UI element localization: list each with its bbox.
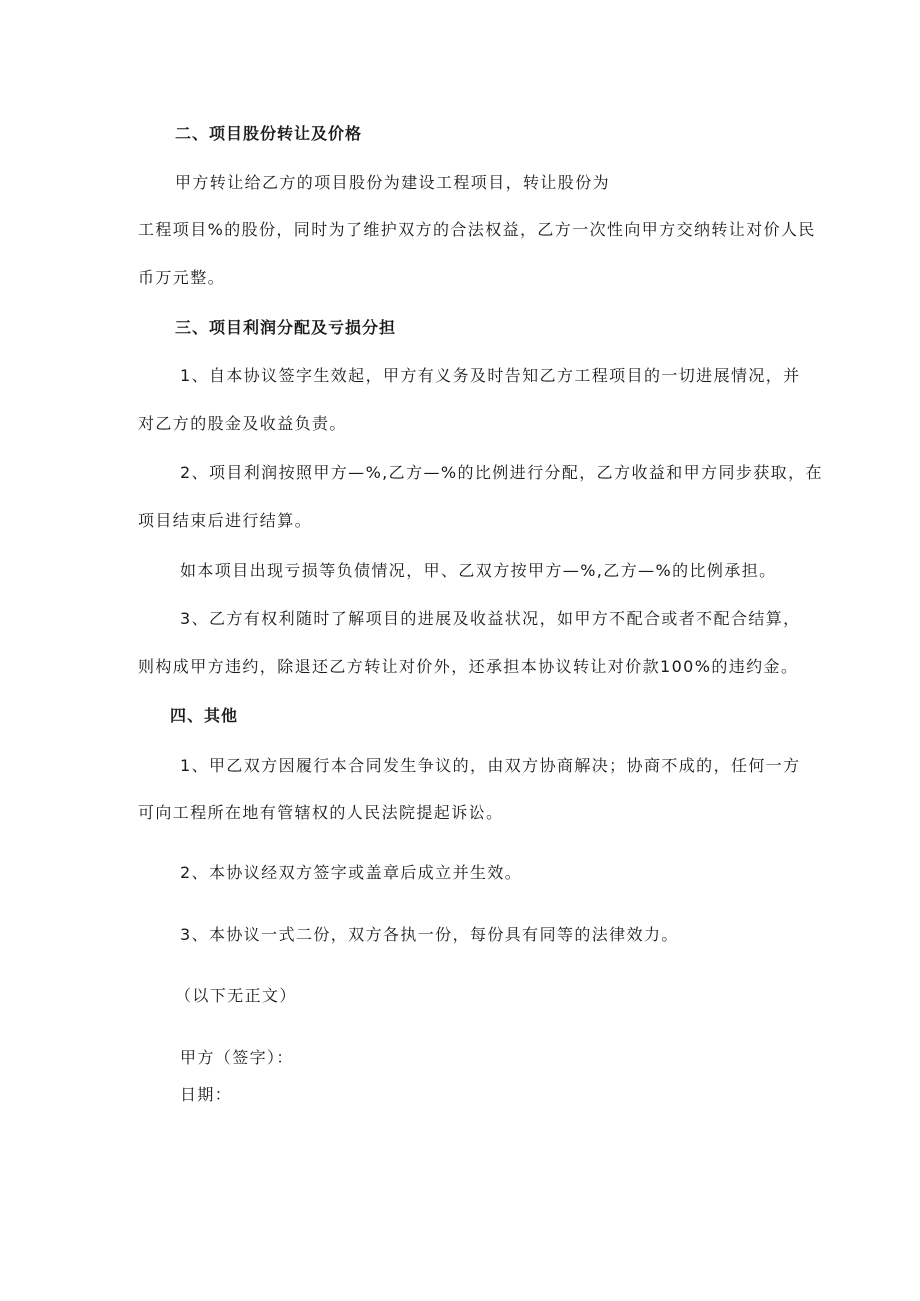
section-2-paragraph-line-1: 甲方转让给乙方的项目股份为建设工程项目，转让股份为 xyxy=(175,173,611,192)
section-2-paragraph-line-3: 币万元整。 xyxy=(138,268,226,287)
no-further-text-note: （以下无正文） xyxy=(175,986,297,1005)
section-3-heading: 三、项目利润分配及亏损分担 xyxy=(175,318,397,337)
section-3-item-1-line-1: 1、自本协议签字生效起，甲方有义务及时告知乙方工程项目的一切进展情况，并 xyxy=(180,366,801,385)
section-2-paragraph-line-2: 工程项目%的股份，同时为了维护双方的合法权益，乙方一次性向甲方交纳转让对价人民 xyxy=(138,220,816,239)
section-4-item-2: 2、本协议经双方签字或盖章后成立并生效。 xyxy=(180,863,523,882)
section-4-item-1-line-2: 可向工程所在地有管辖权的人民法院提起诉讼。 xyxy=(138,803,504,822)
section-3-item-2-line-2: 项目结束后进行结算。 xyxy=(138,511,313,530)
date-label: 日期： xyxy=(180,1085,233,1104)
section-4-item-1-line-1: 1、甲乙双方因履行本合同发生争议的，由双方协商解决；协商不成的，任何一方 xyxy=(180,756,801,775)
party-a-signature-label: 甲方（签字）： xyxy=(180,1048,294,1067)
section-3-item-3-line-2: 则构成甲方违约，除退还乙方转让对价外，还承担本协议转让对价款100%的违约金。 xyxy=(138,657,799,676)
section-3-item-2-line-1: 2、项目利润按照甲方—%,乙方—%的比例进行分配，乙方收益和甲方同步获取，在 xyxy=(180,463,823,482)
section-2-heading: 二、项目股份转让及价格 xyxy=(175,124,363,143)
section-3-item-1-line-2: 对乙方的股金及收益负责。 xyxy=(138,414,347,433)
section-4-item-3: 3、本协议一式二份，双方各执一份，每份具有同等的法律效力。 xyxy=(180,925,679,944)
section-3-item-3-line-1: 3、乙方有权利随时了解项目的进展及收益状况，如甲方不配合或者不配合结算， xyxy=(180,609,801,628)
section-3-loss-line: 如本项目出现亏损等负债情况，甲、乙双方按甲方—%,乙方—%的比例承担。 xyxy=(180,561,777,580)
section-4-heading: 四、其他 xyxy=(170,706,239,725)
